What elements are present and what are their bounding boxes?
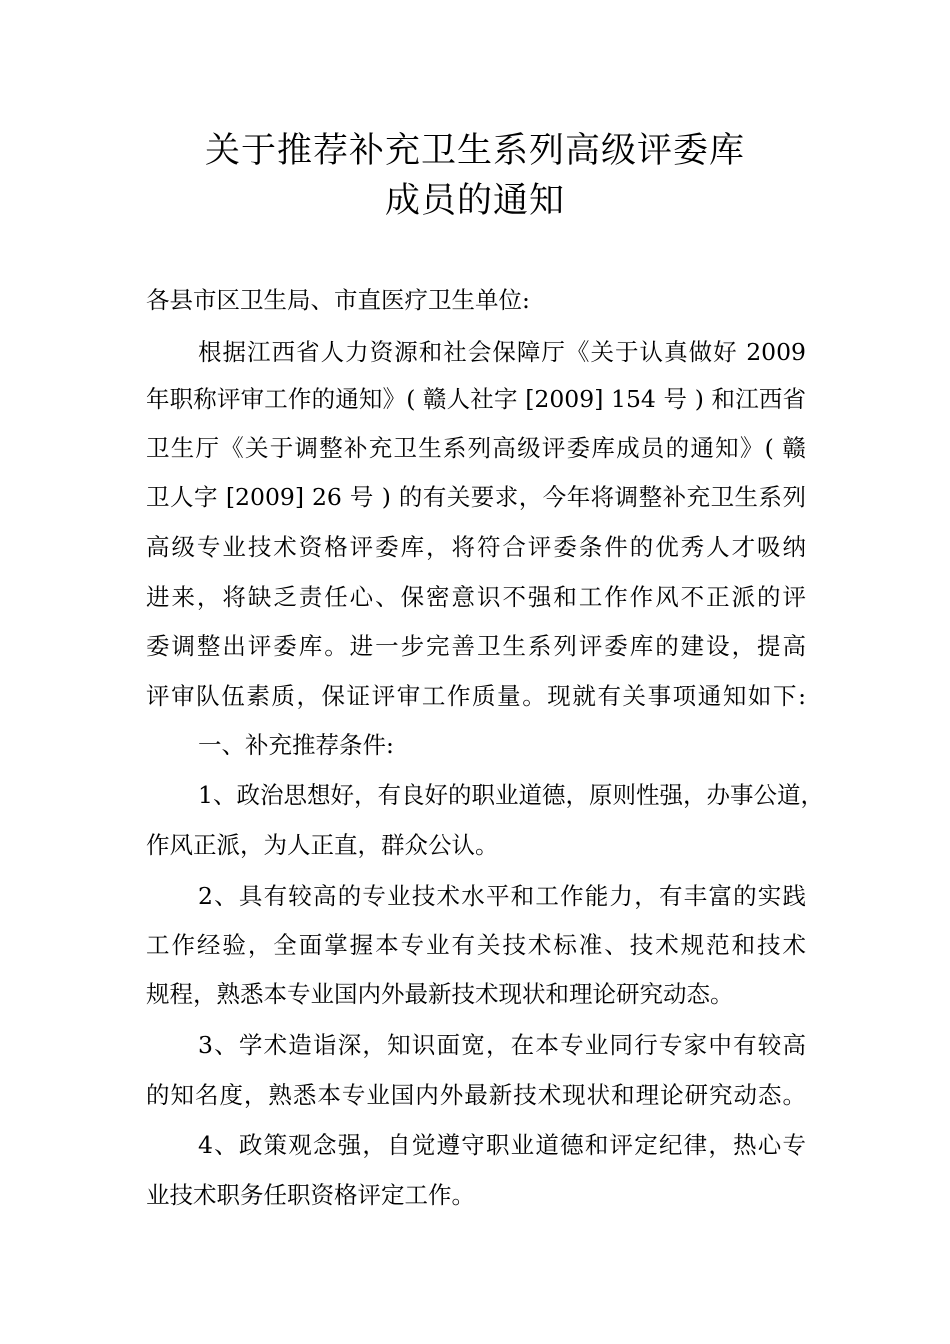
body-line: 根据江西省人力资源和社会保障厅《关于认真做好 2009: [198, 338, 806, 366]
body-line: 卫生厅《关于调整补充卫生系列高级评委库成员的通知》( 赣: [146, 434, 806, 462]
document-title-line-2: 成员的通知: [384, 181, 565, 221]
body-line: 2、具有较高的专业技术水平和工作能力，有丰富的实践: [198, 882, 806, 910]
body-line: 年职称评审工作的通知》( 赣人社字 [2009] 154 号 ) 和江西省: [146, 385, 806, 413]
body-line: 1、政治思想好，有良好的职业道德，原则性强，办事公道，: [198, 781, 824, 809]
body-line: 3、学术造诣深，知识面宽，在本专业同行专家中有较高: [198, 1031, 806, 1059]
body-line: 的知名度，熟悉本专业国内外最新技术现状和理论研究动态。: [146, 1081, 806, 1109]
body-line: 进来，将缺乏责任心、保密意识不强和工作作风不正派的评: [146, 583, 806, 611]
body-line: 卫人字 [2009] 26 号 ) 的有关要求，今年将调整补充卫生系列: [146, 483, 806, 511]
body-line: 评审队伍素质，保证评审工作质量。现就有关事项通知如下:: [146, 682, 806, 710]
body-line: 规程，熟悉本专业国内外最新技术现状和理论研究动态。: [146, 980, 734, 1008]
section-heading: 一、补充推荐条件:: [198, 731, 394, 759]
body-line: 工作经验，全面掌握本专业有关技术标准、技术规范和技术: [146, 931, 806, 959]
body-line: 业技术职务任职资格评定工作。: [146, 1181, 475, 1209]
body-line: 作风正派，为人正直，群众公认。: [146, 831, 499, 859]
salutation: 各县市区卫生局、市直医疗卫生单位:: [146, 286, 530, 314]
body-line: 委调整出评委库。进一步完善卫生系列评委库的建设，提高: [146, 632, 806, 660]
body-line: 4、政策观念强，自觉遵守职业道德和评定纪律，热心专: [198, 1131, 806, 1159]
document-title-line-1: 关于推荐补充卫生系列高级评委库: [204, 131, 745, 171]
body-line: 高级专业技术资格评委库，将符合评委条件的优秀人才吸纳: [146, 533, 806, 561]
